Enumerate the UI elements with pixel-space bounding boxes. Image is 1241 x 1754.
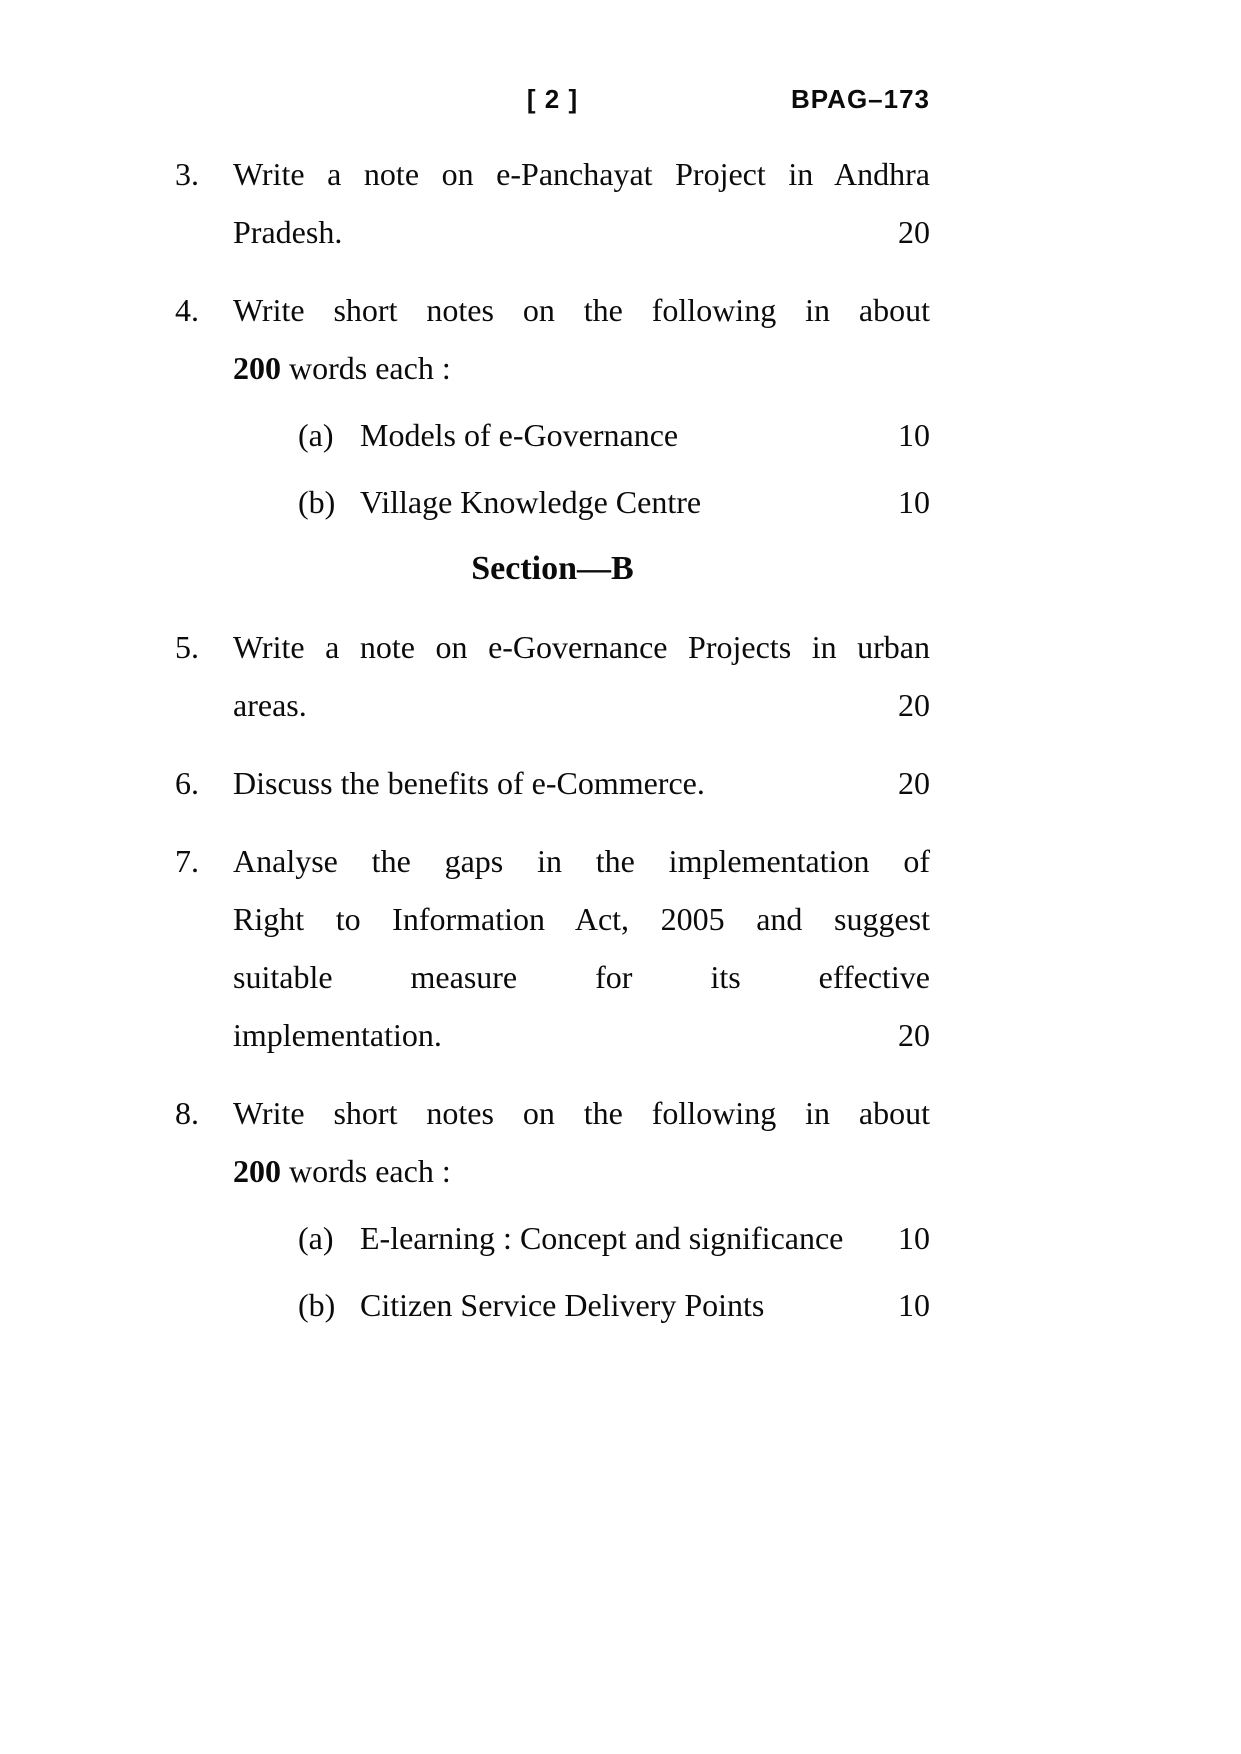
question-body: [233, 281, 930, 531]
question-body: [233, 618, 930, 734]
sub-item-8a: [298, 1209, 930, 1267]
question-line: Write a note on e-Governance Projects in urban: [233, 629, 930, 665]
sub-item-text: Citizen Service Delivery Points: [360, 1287, 765, 1323]
marks-value: 20: [898, 1017, 930, 1053]
question-line: Analyse the gaps in the implementation of: [233, 843, 930, 879]
question-text-rest: words each :: [281, 350, 451, 386]
sub-item-8b: [298, 1276, 930, 1334]
question-text: areas.: [233, 687, 307, 723]
sub-item-text: Models of e-Governance: [360, 417, 679, 453]
question-text: [233, 1142, 451, 1200]
word-count-bold: 200: [233, 350, 281, 386]
question-body: [233, 754, 930, 812]
question-body: [233, 832, 930, 1064]
question-final-line: [233, 1006, 930, 1064]
question-number: 3.: [175, 156, 199, 192]
question-text: Discuss the benefits of e-Commerce.: [233, 765, 705, 801]
sub-item-4a: [298, 406, 930, 464]
question-final-line: [233, 203, 930, 261]
sub-item-text: Village Knowledge Centre: [360, 484, 702, 520]
question-number: 6.: [175, 765, 199, 801]
page-content: [175, 84, 930, 1334]
question-line: Right to Information Act, 2005 and suggest: [233, 901, 930, 937]
sub-item-label: (b): [298, 484, 336, 520]
question-body: [233, 145, 930, 261]
question-3: [175, 145, 930, 261]
question-number: 7.: [175, 843, 199, 879]
word-count-bold: 200: [233, 1153, 281, 1189]
marks-value: 20: [898, 687, 930, 723]
marks-value: 10: [898, 1287, 930, 1323]
question-6: [175, 754, 930, 812]
question-line: Write short notes on the following in about: [233, 292, 930, 328]
question-final-line: [233, 1142, 930, 1200]
question-text: [233, 339, 451, 397]
paper-code: BPAG–173: [790, 84, 931, 114]
page-header: [175, 84, 930, 114]
question-8: [175, 1084, 930, 1334]
sub-item-text: E-learning : Concept and significance: [360, 1220, 844, 1256]
marks-value: 20: [898, 765, 930, 801]
question-7: [175, 832, 930, 1064]
page-number: [ 2 ]: [526, 84, 579, 114]
question-4: [175, 281, 930, 531]
marks-value: 10: [898, 1220, 930, 1256]
sub-item-4b: [298, 473, 930, 531]
marks-value: 10: [898, 484, 930, 520]
question-line: suitable measure for its effective: [233, 959, 930, 995]
question-line: Write a note on e-Panchayat Project in Andhra: [233, 156, 930, 192]
marks-value: 20: [898, 214, 930, 250]
question-final-line: [233, 754, 930, 812]
question-final-line: [233, 339, 930, 397]
question-line: Write short notes on the following in about: [233, 1095, 930, 1131]
question-number: 5.: [175, 629, 199, 665]
marks-value: 10: [898, 417, 930, 453]
sub-item-label: (a): [298, 1220, 334, 1256]
question-final-line: [233, 676, 930, 734]
sub-item-label: (a): [298, 417, 334, 453]
question-5: [175, 618, 930, 734]
question-text: Pradesh.: [233, 214, 343, 250]
sub-item-label: (b): [298, 1287, 336, 1323]
section-heading: Section—B: [471, 550, 634, 587]
question-number: 8.: [175, 1095, 199, 1131]
question-text-rest: words each :: [281, 1153, 451, 1189]
question-number: 4.: [175, 292, 199, 328]
question-body: [233, 1084, 930, 1334]
question-text: implementation.: [233, 1017, 442, 1053]
